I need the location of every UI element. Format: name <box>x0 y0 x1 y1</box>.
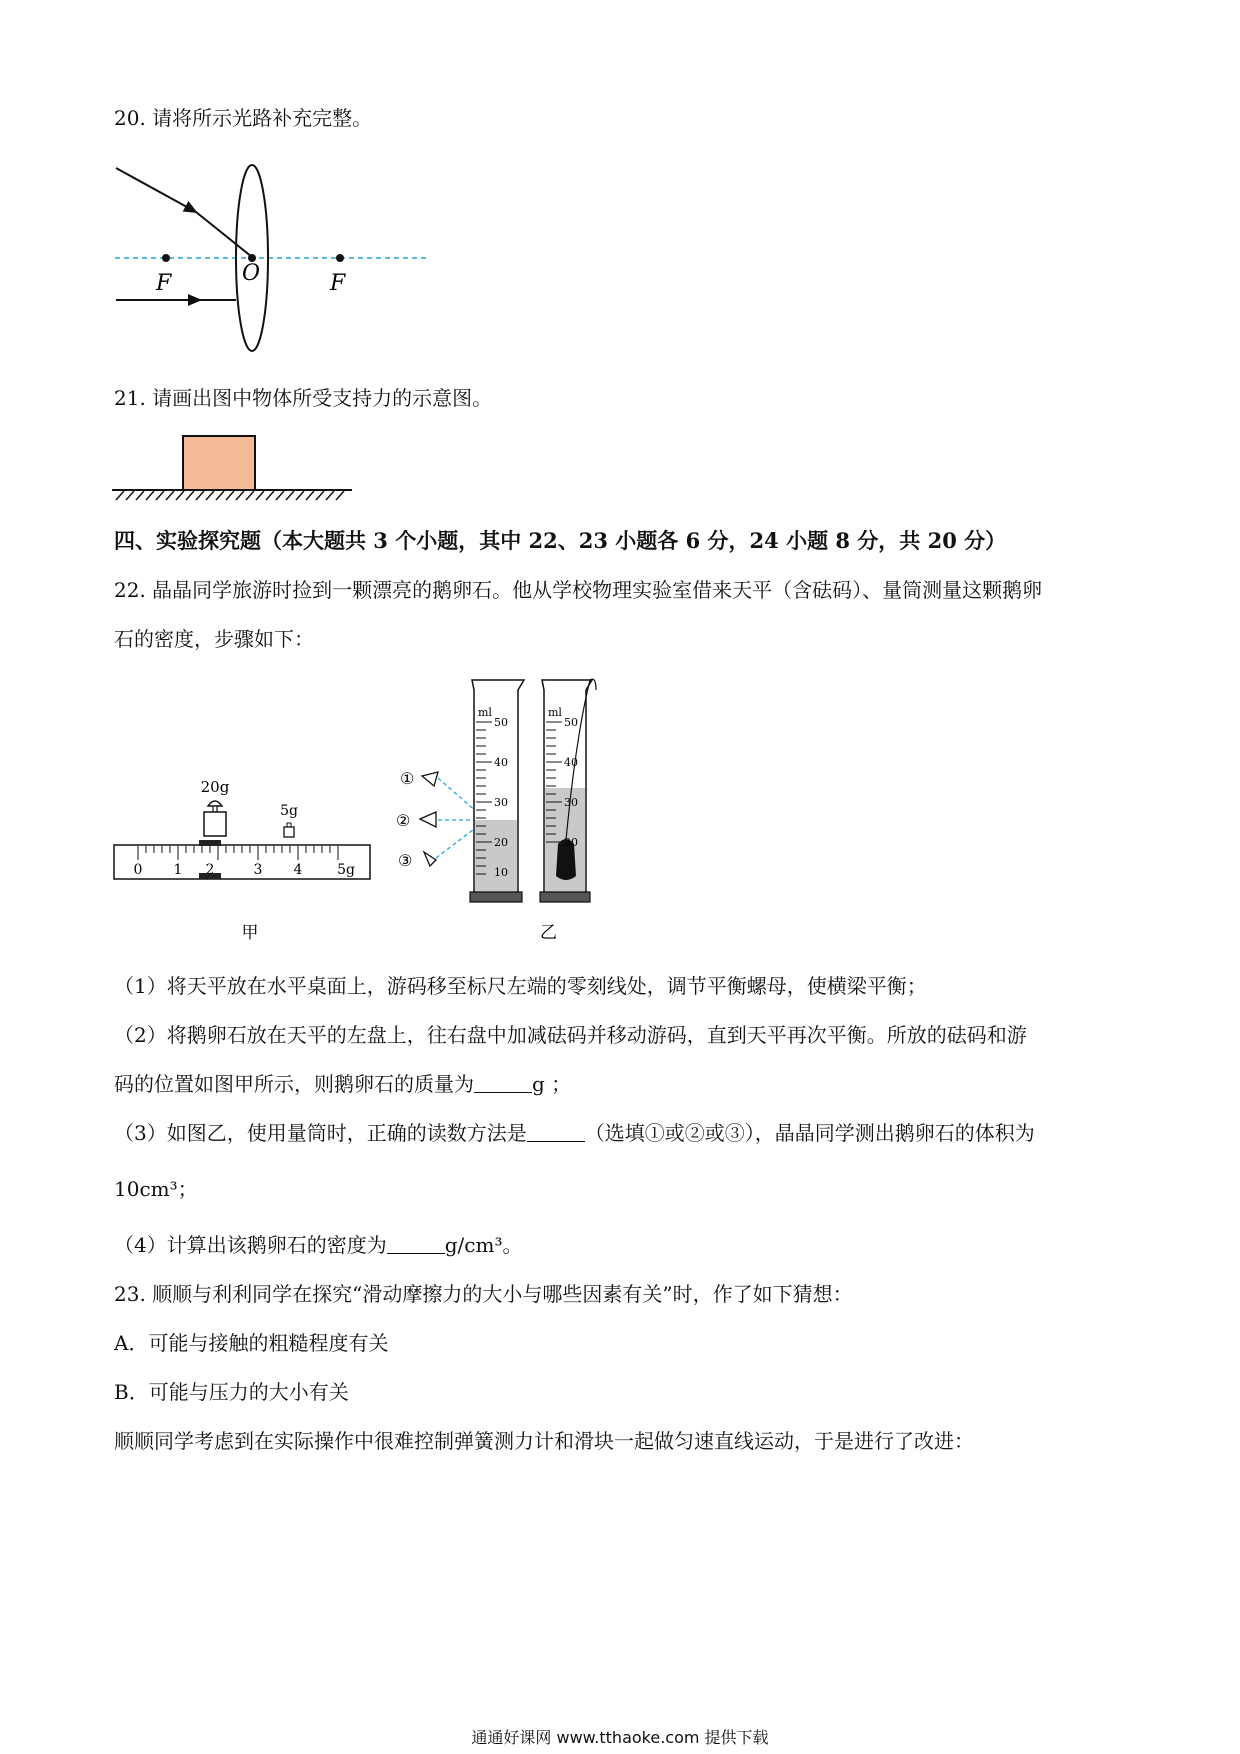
q22-intro-line2: 石的密度，步骤如下： <box>114 627 314 651</box>
ground-hatch <box>116 491 344 500</box>
q22-step2-text-post: g ； <box>532 1072 572 1096</box>
cylinder-figure <box>390 676 630 944</box>
weight-5g-label: 5g <box>280 803 298 819</box>
caption-jia: 甲 <box>241 923 259 943</box>
q22-step2-line2 <box>114 1070 571 1098</box>
balance-figure <box>112 770 374 950</box>
q22-step2-text-pre: 码的位置如图甲所示，则鹅卵石的质量为 <box>114 1072 474 1096</box>
weight-20g-label: 20g <box>200 778 230 796</box>
eye-mark-2: ② <box>396 811 411 830</box>
scale-tick-4: 4 <box>293 862 303 878</box>
scale-tick-3: 3 <box>253 862 263 878</box>
tick1-50: 50 <box>494 716 508 729</box>
tick2-30: 30 <box>564 796 578 809</box>
base-2 <box>540 892 590 902</box>
q23-option-a: A．可能与接触的粗糙程度有关 <box>114 1331 389 1355</box>
tick2-20: 20 <box>564 836 578 849</box>
reading-method-blank[interactable] <box>527 1121 585 1142</box>
weight-5g <box>284 827 294 837</box>
q23-note: 顺顺同学考虑到在实际操作中很难控制弹簧测力计和滑块一起做匀速直线运动，于是进行了改进： <box>114 1429 974 1453</box>
q21-text: 21. 请画出图中物体所受支持力的示意图。 <box>114 386 493 410</box>
q23-intro: 23. 顺顺与利利同学在探究“滑动摩擦力的大小与哪些因素有关”时，作了如下猜想： <box>114 1282 853 1306</box>
rider-top <box>199 840 221 846</box>
q20-text: 20. 请将所示光路补充完整。 <box>114 106 373 130</box>
tick1-10: 10 <box>494 866 508 879</box>
q22-step3-line1 <box>114 1119 1035 1147</box>
eye-mark-1: ① <box>400 769 415 788</box>
weight-20g <box>204 812 226 836</box>
focus-left <box>162 254 170 262</box>
q22-step3-text-post: （选填①或②或③），晶晶同学测出鹅卵石的体积为 <box>584 1121 1035 1145</box>
q22-step3-line2: 10cm³； <box>114 1177 198 1201</box>
scale-tick-2: 2 <box>205 862 215 878</box>
water-1 <box>475 820 517 892</box>
q22-intro-line1: 22. 晶晶同学旅游时捡到一颗漂亮的鹅卵石。他从学校物理实验室借来天平（含砝码）、量筒测量这颗鹅卵 <box>114 578 1043 602</box>
tick1-20: 20 <box>494 836 508 849</box>
scale-tick-5g: 5g <box>337 862 355 878</box>
scale-tick-1: 1 <box>173 862 183 878</box>
lens-diagram <box>100 150 440 360</box>
q22-step4-text-pre: （4）计算出该鹅卵石的密度为 <box>114 1233 387 1257</box>
footer-watermark: 通通好课网 www.tthaoke.com 提供下载 <box>471 1728 769 1747</box>
q22-step2-line1: （2）将鹅卵石放在天平的左盘上，往右盘中加减砝码并移动游码，直到天平再次平衡。所放的砝码和游 <box>114 1023 1027 1047</box>
eye-mark-3: ③ <box>398 851 413 870</box>
scale-tick-0: 0 <box>133 862 143 878</box>
label-f-left: F <box>156 271 172 296</box>
q22-step4-text-post: g/cm³。 <box>444 1233 523 1257</box>
q22-step4 <box>114 1231 522 1259</box>
density-answer-blank[interactable] <box>387 1233 445 1254</box>
caption-yi: 乙 <box>540 923 557 943</box>
tick1-40: 40 <box>494 756 508 769</box>
unit-1: ml <box>478 706 492 719</box>
q23-option-b: B．可能与压力的大小有关 <box>114 1380 349 1404</box>
unit-2: ml <box>548 706 562 719</box>
block <box>183 436 255 490</box>
tick2-50: 50 <box>564 716 578 729</box>
label-f-right: F <box>330 271 346 296</box>
block-on-ground <box>112 430 362 502</box>
q22-step3-text-pre: （3）如图乙，使用量筒时，正确的读数方法是 <box>114 1121 527 1145</box>
tick1-30: 30 <box>494 796 508 809</box>
eye-3 <box>424 852 436 866</box>
mass-answer-blank[interactable] <box>474 1072 532 1093</box>
q22-step1: （1）将天平放在水平桌面上，游码移至标尺左端的零刻线处，调节平衡螺母，使横梁平衡； <box>114 974 927 998</box>
incident-ray-upper <box>116 168 196 212</box>
eye-1 <box>422 772 438 786</box>
eye-2 <box>420 812 436 827</box>
label-o: O <box>242 261 261 286</box>
section4-heading: 四、实验探究题（本大题共 3 个小题，其中 22、23 小题各 6 分，24 小题 8 分，共 20 分） <box>114 528 1007 553</box>
tick2-40: 40 <box>564 756 578 769</box>
focus-right <box>336 254 344 262</box>
base-1 <box>470 892 522 902</box>
